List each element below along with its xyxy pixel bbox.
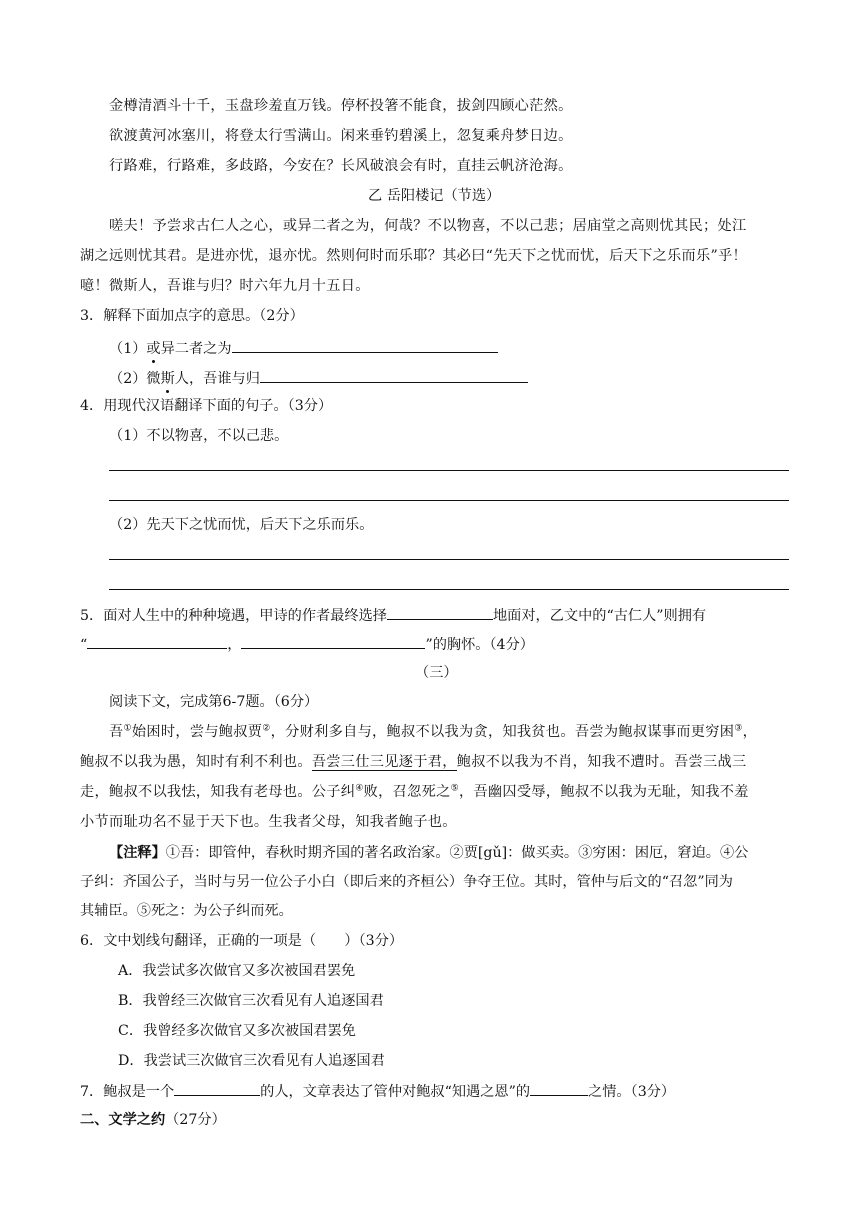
q7-text-2: 的人，文章表达了管仲对鲍叔“知遇之恩”的	[260, 1084, 531, 1100]
underlined-sentence: 吾尝三仕三见逐于君，	[311, 754, 457, 770]
yueyang-paragraph-line-3: 噫！微斯人，吾谁与归？时六年九月十五日。	[80, 278, 370, 294]
gz-text: 始困时，尝与鲍叔贾	[131, 724, 263, 740]
gz-text: 走，鲍叔不以我怯，知我有老母也。公子纠	[80, 784, 356, 800]
question-4-item-1: （1）不以物喜，不以己悲。	[109, 428, 289, 444]
answer-blank[interactable]	[241, 633, 425, 649]
yueyang-title: 乙 岳阳楼记（节选）	[368, 188, 501, 204]
footnote-marker: ③	[734, 723, 743, 734]
question-3-stem: 3．解释下面加点字的意思。（2分）	[80, 308, 304, 324]
notes-text: ①吾：即管仲，春秋时期齐国的著名政治家。②贾[gǔ]：做买卖。③穷困：困厄，窘迫。④公	[165, 845, 749, 861]
question-3-item-1	[109, 337, 498, 359]
gz-text: 败，召忽死之	[363, 784, 451, 800]
q3-item1-dotted-char: 或	[146, 341, 161, 357]
gz-text: 鲍叔不以我为愚，知时有利不利也。	[80, 754, 312, 770]
q5-text-1: 5．面对人生中的种种境遇，甲诗的作者最终选择	[80, 608, 387, 624]
q3-item2-dotted-char: 斯	[160, 371, 175, 387]
question-3-item-2	[109, 367, 528, 389]
poem-line-1: 金樽清酒斗十千，玉盘珍羞直万钱。停杯投箸不能食，拔剑四顾心茫然。	[109, 98, 573, 114]
q3-item2-text: 人，吾谁与归	[174, 371, 260, 387]
gz-text: 吾	[109, 724, 124, 740]
section-3-intro: 阅读下文，完成第6-7题。（6分）	[109, 694, 319, 710]
section-3-heading: （三）	[415, 665, 458, 681]
answer-line[interactable]	[109, 500, 789, 501]
q5-comma: ，	[227, 637, 242, 653]
question-7	[80, 1080, 675, 1102]
q7-text-1: 7．鲍叔是一个	[80, 1084, 175, 1100]
option-a[interactable]: A．我尝试多次做官又多次被国君罢免	[118, 963, 356, 979]
poem-line-2: 欲渡黄河冰塞川，将登太行雪满山。闲来垂钓碧溪上，忽复乘舟梦日边。	[109, 128, 573, 144]
q5-text-3: ”的胸怀。（4分）	[425, 637, 534, 653]
q3-item1-number: （1）	[109, 341, 147, 357]
guanzhong-line-4: 小节而耻功名不显于天下也。生我者父母，知我者鲍子也。	[80, 814, 457, 830]
footnote-marker: ④	[355, 783, 364, 794]
answer-blank[interactable]	[387, 604, 493, 620]
gz-text: ，吾幽囚受辱，鲍叔不以我为无耻，知我不羞	[458, 784, 749, 800]
notes-line-2: 子纠：齐国公子，当时与另一位公子小白（即后来的齐桓公）争夺王位。其时，管仲与后文的“召忽”同为	[80, 874, 733, 890]
footnote-marker: ②	[262, 723, 271, 734]
guanzhong-line-3	[80, 782, 749, 802]
answer-blank[interactable]	[232, 337, 498, 353]
answer-blank[interactable]	[530, 1080, 588, 1096]
poem-line-3: 行路难，行路难，多歧路，今安在？长风破浪会有时，直挂云帆济沧海。	[109, 158, 573, 174]
question-4-stem: 4．用现代汉语翻译下面的句子。（3分）	[80, 398, 333, 414]
footnote-marker: ⑤	[450, 783, 459, 794]
gz-text: 鲍叔不以我为不肖，知我不遭时。吾尝三战三	[456, 754, 747, 770]
gz-text: ，分财利多自与，鲍叔不以我为贪，知我贫也。吾尝为鲍叔谋事而更穷困	[270, 724, 735, 740]
q3-item2-number: （2）微	[109, 371, 161, 387]
answer-blank[interactable]	[87, 633, 227, 649]
notes-label: 【注释】	[109, 845, 166, 861]
guanzhong-line-1: 吾①始困时，尝与鲍叔贾②，分财利多自与，鲍叔不以我为贪，知我贫也。吾尝为鲍叔谋事而更穷困③，	[109, 723, 758, 740]
section-2-heading	[80, 1110, 226, 1130]
question-5-line-2	[80, 633, 534, 655]
option-b[interactable]: B．我曾经三次做官三次看见有人追逐国君	[118, 993, 384, 1009]
footnote-marker: ①	[123, 723, 132, 734]
yueyang-paragraph-line-1: 嗟夫！予尝求古仁人之心，或异二者之为，何哉？不以物喜，不以己悲；居庙堂之高则忧其民；处江	[109, 218, 747, 234]
yueyang-paragraph-line-2: 湖之远则忧其君。是进亦忧，退亦忧。然则何时而乐耶？其必曰“先天下之忧而忧，后天下之乐而乐”乎！	[80, 248, 748, 264]
answer-blank[interactable]	[260, 367, 528, 383]
question-4-item-2: （2）先天下之忧而忧，后天下之乐而乐。	[109, 517, 374, 533]
q3-item1-text: 异二者之为	[160, 341, 232, 357]
q5-open-quote: “	[80, 637, 88, 653]
answer-blank[interactable]	[174, 1080, 260, 1096]
option-d[interactable]: D．我尝试三次做官三次看见有人追逐国君	[118, 1053, 385, 1069]
answer-line[interactable]	[109, 470, 789, 471]
question-5-line-1	[80, 604, 706, 626]
notes-line-3: 其辅臣。⑤死之：为公子纠而死。	[80, 903, 293, 919]
option-c[interactable]: C．我曾经多次做官又多次被国君罢免	[118, 1023, 356, 1039]
answer-line[interactable]	[109, 589, 789, 590]
guanzhong-line-2	[80, 752, 746, 772]
q5-text-2: 地面对，乙文中的“古仁人”则拥有	[492, 608, 707, 624]
section-2-title: 二、文学之约	[80, 1112, 166, 1128]
question-6-stem: 6．文中划线句翻译，正确的一项是（ ）（3分）	[80, 933, 404, 949]
section-2-score: （27分）	[165, 1112, 226, 1128]
q7-text-3: 之情。（3分）	[588, 1084, 676, 1100]
notes-line-1	[109, 843, 748, 863]
answer-line[interactable]	[109, 559, 789, 560]
